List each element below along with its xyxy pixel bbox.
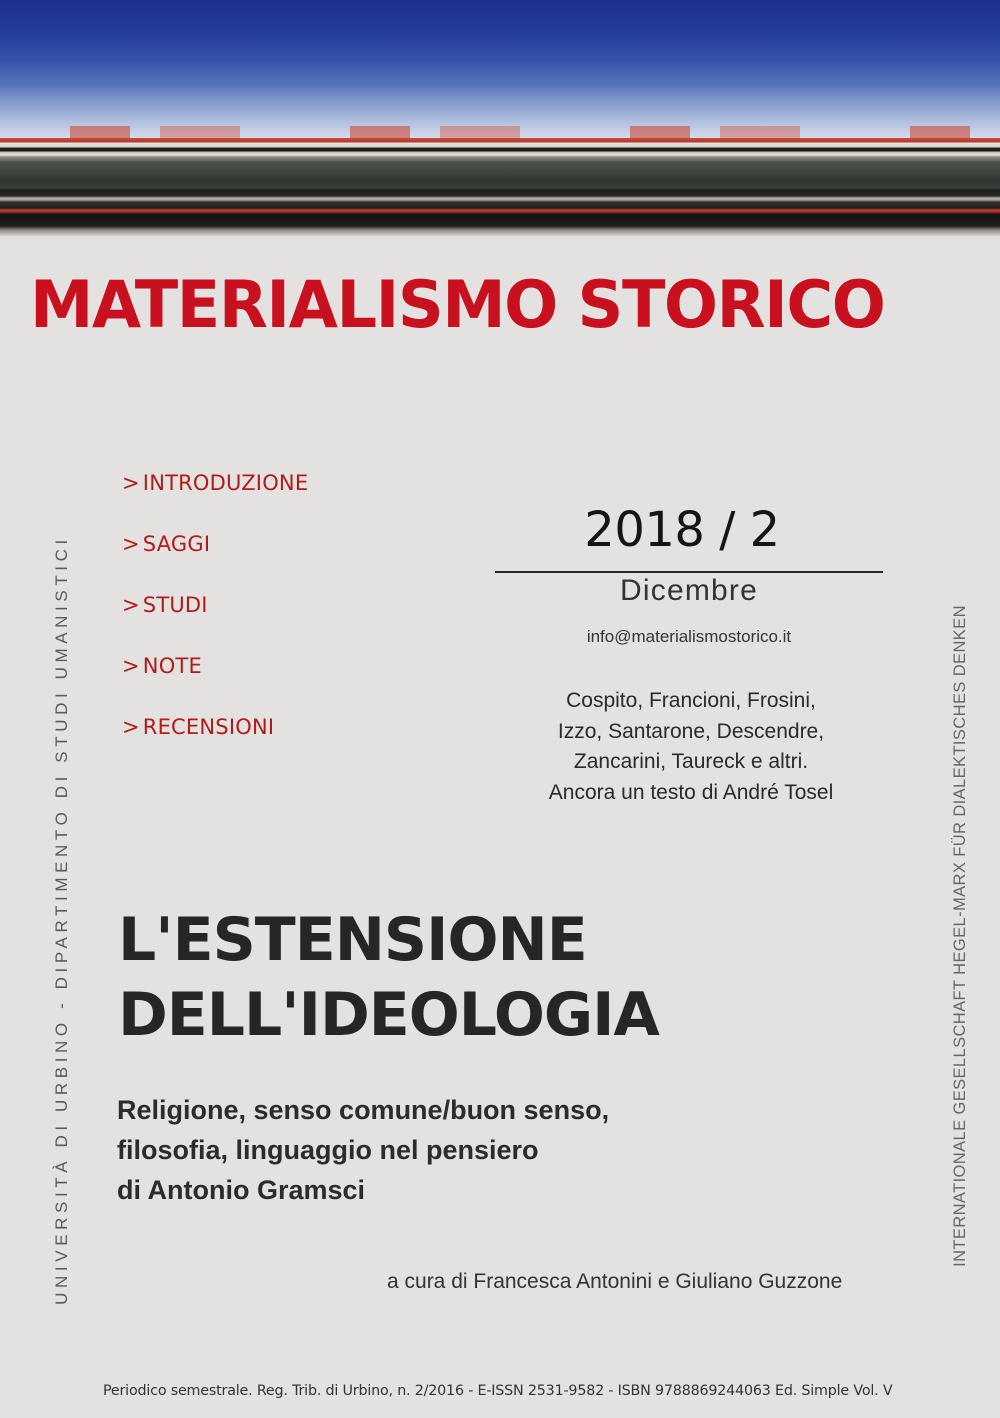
cover-painting — [0, 0, 1000, 236]
chevron-right-icon: > — [122, 471, 140, 495]
journal-title: MATERIALISMO STORICO — [30, 268, 885, 343]
painting-horizon-bands — [0, 138, 1000, 236]
subtitle-line: di Antonio Gramsci — [117, 1175, 366, 1205]
publication-footer: Periodico semestrale. Reg. Trib. di Urbino, n. 2/2016 - E-ISSN 2531-9582 - ISBN 9788869244063 Ed. Simple Vol. V — [103, 1383, 893, 1399]
chevron-right-icon: > — [122, 715, 140, 739]
subtitle-line: Religione, senso comune/buon senso, — [117, 1095, 610, 1125]
contributors-line: Ancora un testo di André Tosel — [548, 780, 834, 804]
society-side-text: INTERNATIONALE GESELLSCHAFT HEGEL-MARX FÜR DIALEKTISCHES DENKEN — [951, 605, 969, 1267]
editors-credit: a cura di Francesca Antonini e Giuliano Guzzone — [387, 1270, 843, 1293]
contributors-line: Zancarini, Taureck e altri. — [573, 750, 809, 773]
issue-theme-title — [118, 903, 898, 1053]
issue-number: 2018 / 2 — [584, 502, 780, 558]
contributors-line: Izzo, Santarone, Descendre, — [557, 719, 825, 743]
issue-divider — [495, 571, 883, 573]
chevron-right-icon: > — [122, 654, 140, 678]
contents-list — [122, 470, 308, 775]
contents-item-introduzione[interactable]: > INTRODUZIONE — [122, 471, 309, 495]
theme-title-line: L'ESTENSIONE — [118, 905, 587, 975]
chevron-right-icon: > — [122, 532, 140, 556]
painting-red-streaks — [0, 126, 1000, 138]
issue-subtitle — [117, 1090, 817, 1210]
contact-email[interactable]: info@materialismostorico.it — [586, 627, 792, 646]
contents-item-studi[interactable]: > STUDI — [122, 593, 208, 617]
university-side-text: UNIVERSITÀ DI URBINO - DIPARTIMENTO DI STUDI UMANISTICI — [52, 535, 71, 1305]
contents-item-note[interactable]: > NOTE — [122, 654, 202, 678]
contents-item-saggi[interactable]: > SAGGI — [122, 532, 211, 556]
subtitle-line: filosofia, linguaggio nel pensiero — [117, 1135, 539, 1165]
issue-month: Dicembre — [620, 574, 758, 607]
contents-item-recensioni[interactable]: > RECENSIONI — [122, 715, 275, 739]
contributors-list — [495, 686, 887, 808]
contributors-line: Cospito, Francioni, Frosini, — [566, 689, 816, 712]
theme-title-line: DELL'IDEOLOGIA — [118, 980, 659, 1050]
chevron-right-icon: > — [122, 593, 140, 617]
